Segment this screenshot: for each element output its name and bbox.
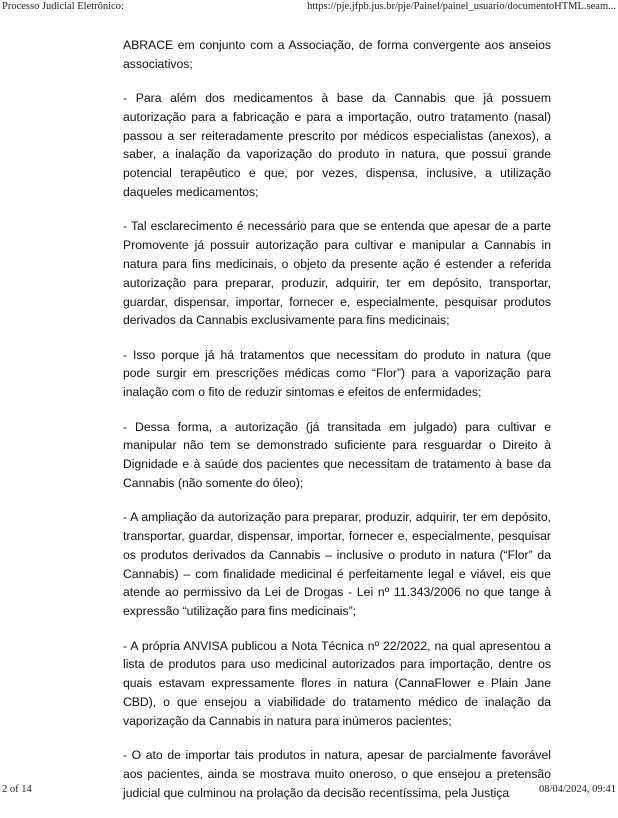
paragraph-2: - Para além dos medicamentos à base da Cannabis que já possuem autorização para a fabricação e para a importação, outro tratamento (nasal) passou a ser reiteradamente prescrito por médicos especialistas (anexos), a saber, a inalação da vaporização do produto in natura, que possui grande potencial terapêutico e que, por vezes, dispensa, inclusive, a utilização daqueles medicamentos; [123, 91, 551, 200]
paragraph-7: - A própria ANVISA publicou a Nota Técnica nº 22/2022, na qual apresentou a lista de produtos para uso medicinal autorizados para importação, dentre os quais estavam expressamente flores in natura (CannaFlower e Plain Jane CBD), o que ensejou a viabilidade do tratamento médico de inalação da vaporização da Cannabis in natura para inúmeros pacientes; [123, 638, 551, 728]
paragraph-6: - A ampliação da autorização para preparar, produzir, adquirir, ter em depósito, transportar, guardar, dispensar, importar, fornecer e, especialmente, pesquisar os produtos derivados da Cannabis – inclusive o produto in natura (“Flor” da Cannabis) – com finalidade medicinal é perfeitamente legal e viável, eis que atende ao permissivo da Lei de Drogas - Lei nº 11.343/2006 no que tange à expressão “utilização para fins medicinais”; [123, 510, 551, 619]
paragraph-3: - Tal esclarecimento é necessário para que se entenda que apesar de a parte Promovente já possuir autorização para cultivar e manipular a Cannabis in natura para fins medicinais, o objeto da presente ação é estender a referida autorização para preparar, produzir, adquirir, ter em depósito, transportar, guardar, dispensar, importar, fornecer e, especialmente, pesquisar produtos derivados da Cannabis exclusivamente para fins medicinais; [123, 219, 551, 328]
header-url: https://pje.jfpb.jus.br/pje/Painel/painel_usuario/documentoHTML.seam... [307, 1, 616, 12]
page-number: 2 of 14 [2, 784, 32, 795]
paragraph-4: - Isso porque já há tratamentos que necessitam do produto in natura (que pode surgir em prescrições médicas como “Flor”) para a vaporização para inalação com o fito de reduzir sintomas e efeitos de enfermidades; [123, 347, 551, 400]
print-header [0, 1, 618, 15]
paragraph-5: - Dessa forma, a autorização (já transitada em julgado) para cultivar e manipular não tem se demonstrado suficiente para resguardar o Direito à Dignidade e à saúde dos pacientes que necessitam de tratamento à base da Cannabis (não somente do óleo); [123, 419, 551, 490]
header-title: Processo Judicial Eletrônico: [2, 1, 124, 12]
paragraph-8: - O ato de importar tais produtos in natura, apesar de parcialmente favorável aos pacientes, ainda se mostrava muito oneroso, o que ensejou a pretensão judicial que culminou na prolação da decisão recentíssima, pela Justiça [123, 748, 551, 800]
print-datetime: 08/04/2024, 09:41 [538, 784, 616, 795]
paragraph-1: ABRACE em conjunto com a Associação, de forma convergente aos anseios associativos; [123, 38, 551, 71]
document-body [123, 36, 551, 818]
print-footer [0, 784, 618, 798]
